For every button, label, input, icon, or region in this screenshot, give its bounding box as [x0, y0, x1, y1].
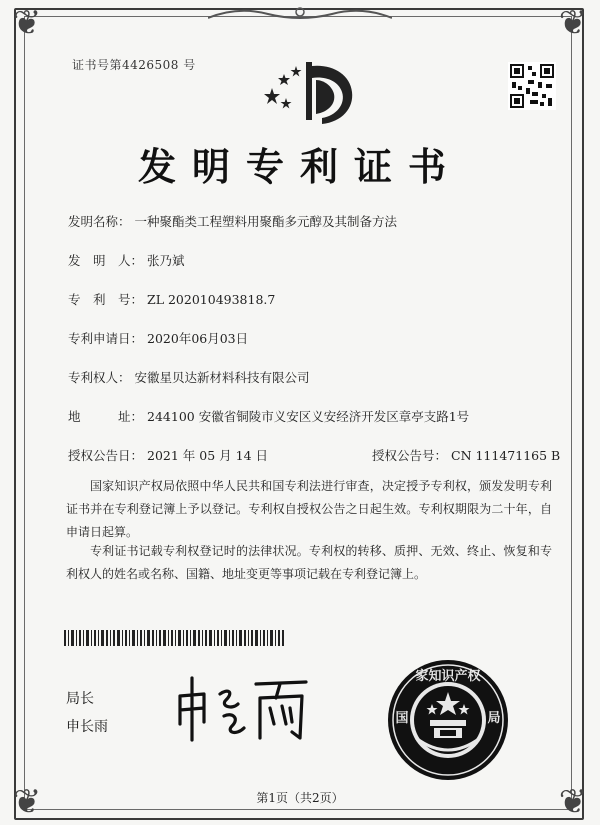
- seal-text-left: 国: [395, 711, 409, 726]
- field-grant-date: [68, 446, 560, 464]
- cnipa-emblem-icon: [262, 58, 358, 124]
- qr-code-icon: [508, 62, 556, 110]
- paragraph-legal-status: 专利证书记载专利权登记时的法律状况。专利权的转移、质押、无效、终止、恢复和专利权人的姓名或名称、国籍、地址变更等事项记载在专利登记簿上。: [66, 544, 552, 581]
- handwritten-signature: [170, 666, 320, 744]
- field-application-date: [68, 329, 248, 347]
- corner-ornament-top-left: ❦: [12, 3, 42, 43]
- grant-number-value: CN 111471165 B: [451, 448, 561, 463]
- field-address: [68, 407, 469, 425]
- field-patent-number: [68, 290, 275, 308]
- corner-ornament-top-right: ❦: [558, 3, 588, 43]
- seal-text-right: 局: [487, 711, 501, 726]
- field-patentee: [68, 368, 310, 386]
- seal-text-top: 家知识产权: [415, 669, 481, 684]
- certificate-title: 发明专利证书: [137, 144, 462, 189]
- address-label: 地 址：: [68, 409, 144, 424]
- corner-ornament-bottom-left: ❦: [12, 782, 42, 822]
- certificate-number: 证书号第4426508 号: [72, 58, 196, 72]
- patent-number-value: ZL 202010493818.7: [147, 292, 276, 307]
- paragraph-grant-statement: 国家知识产权局依照中华人民共和国专利法进行审查，决定授予专利权，颁发发明专利证书并在专利登记簿上予以登记。专利权自授权公告之日起生效。专利权期限为二十年，自申请日起算。: [66, 479, 552, 539]
- official-seal-icon: [386, 658, 510, 782]
- application-date-label: 专利申请日：: [68, 331, 144, 346]
- patentee-value: 安徽星贝达新材料科技有限公司: [134, 370, 310, 385]
- page-number: 第1页（共2页）: [256, 791, 344, 805]
- grant-number-label: 授权公告号：: [371, 448, 447, 463]
- top-border-ornament: [208, 4, 392, 22]
- barcode-icon: [64, 630, 284, 646]
- application-date-value: 2020年06月03日: [147, 331, 249, 346]
- grant-date-value: 2021 年 05 月 14 日: [147, 448, 269, 463]
- patentee-label: 专利权人：: [68, 370, 131, 385]
- field-inventor: [68, 251, 185, 269]
- grant-date-label: 授权公告日：: [68, 448, 144, 463]
- invention-name-value: 一种聚酯类工程塑料用聚酯多元醇及其制备方法: [134, 214, 398, 229]
- patent-number-label: 专 利 号：: [68, 292, 144, 307]
- invention-name-label: 发明名称：: [68, 214, 131, 229]
- signature-name: 申长雨: [66, 719, 108, 735]
- address-value: 244100 安徽省铜陵市义安区义安经济开发区章亭支路1号: [147, 409, 470, 424]
- inventor-label: 发 明 人：: [68, 253, 144, 268]
- corner-ornament-bottom-right: ❦: [558, 782, 588, 822]
- inventor-value: 张乃斌: [147, 253, 185, 268]
- signature-title: 局长: [66, 691, 94, 707]
- field-invention-name: [68, 212, 397, 230]
